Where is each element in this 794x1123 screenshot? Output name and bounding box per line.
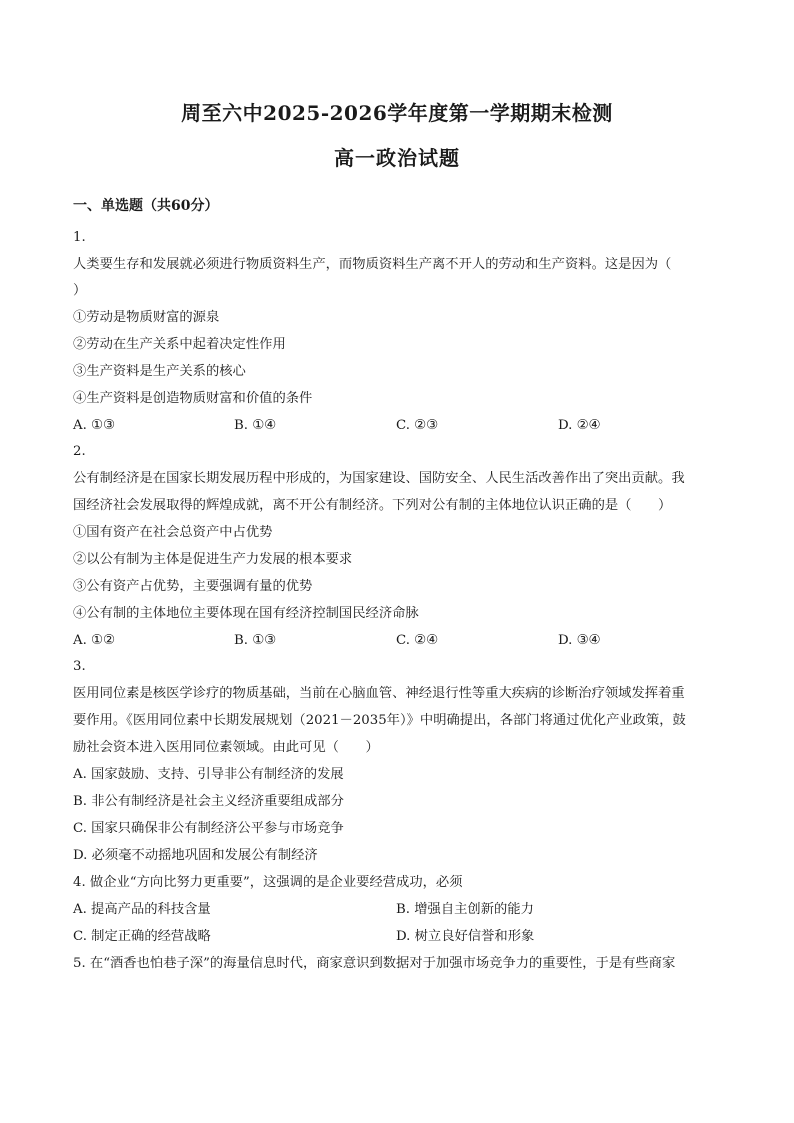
question-1-option-d[interactable]: D. ②④ bbox=[558, 418, 601, 433]
question-4-option-a[interactable]: A. 提高产品的科技含量 bbox=[73, 902, 211, 917]
question-1-stem-line-2: ） bbox=[73, 283, 87, 298]
question-2-option-d[interactable]: D. ③④ bbox=[558, 633, 601, 648]
question-1-stem-line-1: 人类要生存和发展就必须进行物质资料生产，而物质资料生产离不开人的劳动和生产资料。这是因为（ bbox=[73, 257, 672, 272]
question-3-option-a[interactable]: A. 国家鼓励、支持、引导非公有制经济的发展 bbox=[73, 767, 344, 782]
question-4-option-b[interactable]: B. 增强自主创新的能力 bbox=[396, 902, 534, 917]
question-2-statement-3: ③公有资产占优势，主要强调有量的优势 bbox=[73, 579, 313, 594]
question-3-stem-line-2: 要作用。《医用同位素中长期发展规划（2021－2035年）》中明确提出，各部门将通过优化产业政策，鼓 bbox=[73, 713, 686, 728]
question-3-number: 3. bbox=[73, 659, 86, 674]
question-1-option-c[interactable]: C. ②③ bbox=[396, 418, 438, 433]
question-1-statement-2: ②劳动在生产关系中起着决定性作用 bbox=[73, 337, 286, 352]
question-5-stem: 5. 在“酒香也怕巷子深”的海量信息时代，商家意识到数据对于加强市场竞争力的重要性，于是有些商家 bbox=[73, 956, 676, 971]
question-2-statement-4: ④公有制的主体地位主要体现在国有经济控制国民经济命脉 bbox=[73, 606, 419, 621]
question-3-stem-line-3: 励社会资本进入医用同位素领域。由此可见（ ） bbox=[73, 740, 379, 755]
question-1-number: 1. bbox=[73, 230, 86, 245]
question-3-stem-line-1: 医用同位素是核医学诊疗的物质基础，当前在心脑血管、神经退行性等重大疾病的诊断治疗领域发挥着重 bbox=[73, 686, 685, 701]
exam-subtitle: 高一政治试题 bbox=[334, 146, 460, 170]
question-2-option-c[interactable]: C. ②④ bbox=[396, 633, 438, 648]
question-2-number: 2. bbox=[73, 444, 86, 459]
question-1-statement-3: ③生产资料是生产关系的核心 bbox=[73, 364, 246, 379]
question-2-statement-2: ②以公有制为主体是促进生产力发展的根本要求 bbox=[73, 552, 353, 567]
question-1-option-a[interactable]: A. ①③ bbox=[73, 418, 115, 433]
question-1-statement-1: ①劳动是物质财富的源泉 bbox=[73, 310, 220, 325]
question-4-option-d[interactable]: D. 树立良好信誉和形象 bbox=[396, 929, 535, 944]
question-3-option-c[interactable]: C. 国家只确保非公有制经济公平参与市场竞争 bbox=[73, 821, 344, 836]
question-3-option-b[interactable]: B. 非公有制经济是社会主义经济重要组成部分 bbox=[73, 794, 344, 809]
exam-title: 周至六中2025-2026学年度第一学期期末检测 bbox=[181, 101, 613, 125]
question-1-option-b[interactable]: B. ①④ bbox=[234, 418, 277, 433]
question-2-option-a[interactable]: A. ①② bbox=[73, 633, 115, 648]
question-3-option-d[interactable]: D. 必须毫不动摇地巩固和发展公有制经济 bbox=[73, 848, 318, 863]
question-4-option-c[interactable]: C. 制定正确的经营战略 bbox=[73, 929, 211, 944]
question-2-stem-line-1: 公有制经济是在国家长期发展历程中形成的，为国家建设、国防安全、人民生活改善作出了突出贡献。我 bbox=[73, 471, 685, 486]
question-2-statement-1: ①国有资产在社会总资产中占优势 bbox=[73, 525, 273, 540]
question-2-option-b[interactable]: B. ①③ bbox=[234, 633, 277, 648]
question-1-statement-4: ④生产资料是创造物质财富和价值的条件 bbox=[73, 391, 313, 406]
question-4-stem: 4. 做企业“方向比努力更重要”，这强调的是企业要经营成功，必须 bbox=[73, 875, 463, 890]
question-2-stem-line-2: 国经济社会发展取得的辉煌成就，离不开公有制经济。下列对公有制的主体地位认识正确的是（ ） bbox=[73, 498, 672, 513]
section-heading: 一、单选题（共60分） bbox=[73, 198, 219, 214]
